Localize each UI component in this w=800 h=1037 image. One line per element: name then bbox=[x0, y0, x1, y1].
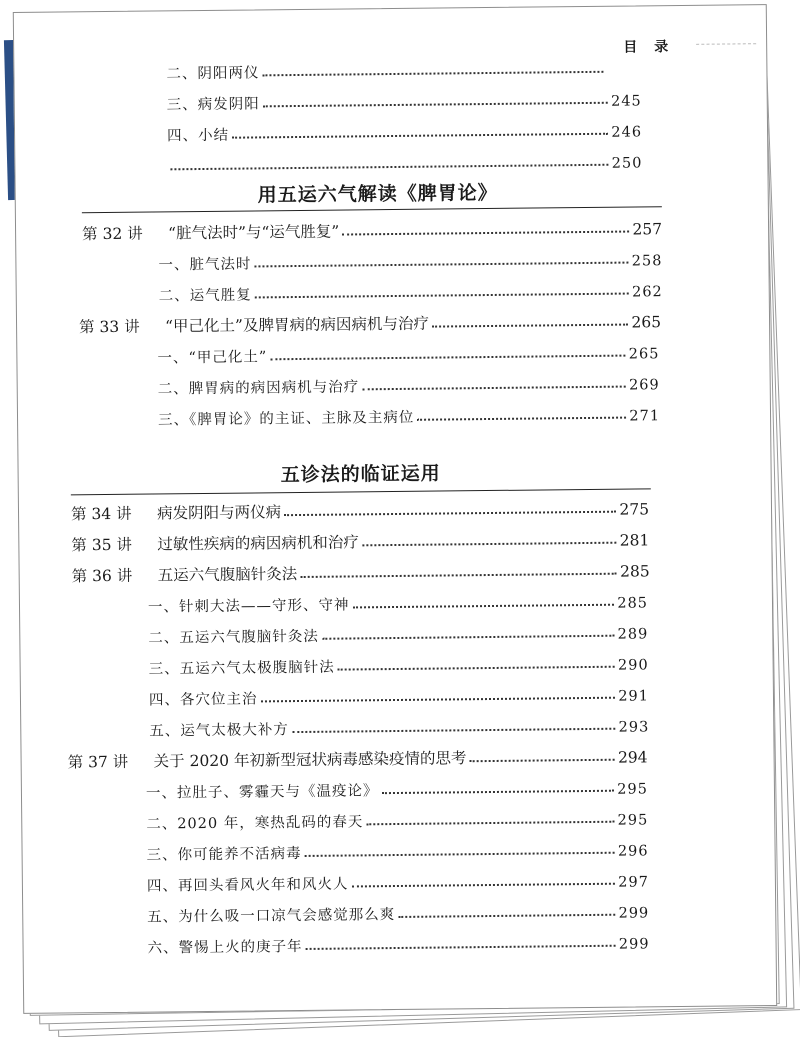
leader-dots bbox=[284, 511, 616, 516]
header-dash bbox=[696, 43, 756, 45]
entry-label: 一、脏气法时 bbox=[158, 252, 251, 274]
section-title: 用五运六气解读《脾胃论》 bbox=[258, 178, 498, 208]
lecture-number: 第 34 讲 bbox=[71, 501, 157, 524]
leader-dots bbox=[305, 852, 615, 857]
leader-dots bbox=[469, 759, 614, 763]
entry-label: 二、脾胃病的病因病机与治疗 bbox=[158, 375, 360, 398]
lecture-title: 病发阴阳与两仪病 bbox=[157, 500, 281, 523]
page-number: 257 bbox=[632, 220, 662, 238]
toc-entry[interactable] bbox=[148, 616, 648, 647]
toc-entry[interactable] bbox=[159, 274, 663, 305]
lecture-number: 第 32 讲 bbox=[82, 221, 168, 244]
lecture-number: 第 37 讲 bbox=[68, 750, 154, 773]
page-number: 294 bbox=[618, 748, 648, 766]
page-number: 265 bbox=[629, 346, 660, 362]
page-number: 291 bbox=[618, 688, 649, 704]
page-number: 295 bbox=[617, 781, 648, 797]
leader-dots bbox=[170, 164, 608, 171]
toc-entry[interactable] bbox=[166, 52, 636, 83]
section-title: 五诊法的临证运用 bbox=[280, 459, 440, 488]
lecture-title: 过敏性疾病的病因病机和治疗 bbox=[157, 530, 359, 554]
lecture-number: 第 36 讲 bbox=[72, 563, 158, 586]
lecture-entry[interactable] bbox=[82, 212, 662, 244]
entry-label: 六、警惕上火的庚子年 bbox=[147, 935, 302, 958]
leader-dots bbox=[270, 355, 625, 361]
lecture-entry[interactable] bbox=[67, 740, 647, 772]
toc-entry[interactable] bbox=[167, 83, 642, 114]
page-number: 299 bbox=[619, 936, 650, 952]
leader-dots bbox=[306, 945, 616, 950]
lecture-title: 五运六气腹脑针灸法 bbox=[158, 562, 298, 585]
entry-label: 五、为什么吸一口凉气会感觉那么爽 bbox=[147, 903, 395, 927]
leader-dots bbox=[260, 697, 615, 703]
page-number: 299 bbox=[618, 905, 649, 921]
leader-dots bbox=[292, 728, 616, 733]
page-number: 281 bbox=[619, 531, 649, 549]
page-number: 285 bbox=[617, 595, 648, 611]
page-number: 296 bbox=[618, 843, 649, 859]
page-number: 290 bbox=[618, 657, 649, 673]
toc-entry[interactable] bbox=[147, 864, 649, 895]
page-number: 297 bbox=[618, 874, 649, 890]
leader-dots bbox=[262, 71, 603, 77]
toc-entry[interactable] bbox=[148, 585, 648, 616]
page-number: 289 bbox=[618, 626, 649, 642]
lecture-title: 关于 2020 年初新型冠状病毒感染疫情的思考 bbox=[154, 746, 467, 771]
lecture-entry[interactable] bbox=[72, 554, 650, 586]
page-number: 250 bbox=[612, 155, 643, 171]
page-number: 285 bbox=[620, 562, 650, 580]
toc-entry[interactable] bbox=[158, 243, 662, 274]
page-number: 258 bbox=[632, 253, 663, 269]
leader-dots bbox=[254, 262, 628, 268]
toc-entry[interactable] bbox=[149, 678, 649, 709]
toc-entry[interactable] bbox=[148, 647, 648, 678]
leader-dots bbox=[353, 604, 615, 609]
toc-entry[interactable] bbox=[146, 771, 648, 802]
toc-entry[interactable] bbox=[167, 145, 642, 176]
toc-entry[interactable] bbox=[157, 336, 659, 367]
lecture-entry[interactable] bbox=[71, 523, 649, 555]
page-number: 275 bbox=[619, 500, 649, 518]
running-head: 目 录 bbox=[623, 36, 674, 57]
toc-entry[interactable] bbox=[167, 114, 642, 145]
leader-dots bbox=[322, 635, 615, 640]
leader-dots bbox=[300, 573, 616, 578]
toc-entry[interactable] bbox=[146, 833, 648, 864]
toc-entry[interactable] bbox=[146, 802, 648, 833]
leader-dots bbox=[342, 231, 629, 236]
page-number: 271 bbox=[629, 408, 660, 424]
lecture-number: 第 33 讲 bbox=[79, 314, 165, 337]
leader-dots bbox=[432, 324, 628, 328]
toc-entry[interactable] bbox=[147, 895, 649, 926]
entry-label: 四、各穴位主治 bbox=[149, 687, 258, 709]
toc-entry[interactable] bbox=[147, 926, 649, 957]
entry-label: 一、“甲己化土” bbox=[157, 345, 267, 367]
toc-entry[interactable] bbox=[158, 367, 660, 398]
entry-label: 一、针刺大法——守形、守神 bbox=[148, 593, 350, 616]
leader-dots bbox=[351, 883, 615, 888]
leader-dots bbox=[263, 102, 608, 108]
lecture-number: 第 35 讲 bbox=[71, 532, 157, 555]
lecture-title: “脏气法时”与“运气胜复” bbox=[168, 220, 339, 244]
page-number: 265 bbox=[631, 313, 661, 331]
leader-dots bbox=[381, 790, 614, 794]
page-number: 245 bbox=[611, 93, 642, 109]
entry-label: 二、阴阳两仪 bbox=[166, 61, 259, 83]
entry-label: 四、再回头看风火年和风火人 bbox=[147, 873, 349, 896]
entry-label: 五、运气太极大补方 bbox=[149, 718, 289, 740]
leader-dots bbox=[362, 542, 616, 547]
entry-label: 二、2020 年，寒热乱码的春天 bbox=[146, 810, 363, 833]
entry-label: 三、五运六气太极腹脑针法 bbox=[149, 656, 335, 679]
leader-dots bbox=[417, 417, 626, 421]
leader-dots bbox=[338, 666, 615, 671]
page-number: 246 bbox=[611, 124, 642, 140]
lecture-entry[interactable] bbox=[71, 492, 649, 524]
leader-dots bbox=[362, 386, 626, 391]
entry-label: 四、小结 bbox=[167, 124, 229, 146]
leader-dots bbox=[232, 133, 608, 139]
page-number: 293 bbox=[619, 719, 650, 735]
lecture-title: “甲己化土”及脾胃病的病因病机与治疗 bbox=[165, 312, 429, 337]
entry-label: 二、运气胜复 bbox=[159, 283, 252, 305]
entry-label: 三、你可能养不活病毒 bbox=[146, 842, 301, 865]
leader-dots bbox=[398, 914, 615, 918]
toc-page bbox=[13, 4, 777, 1014]
lecture-entry[interactable] bbox=[79, 305, 661, 337]
entry-label: 一、拉肚子、雾霾天与《温疫论》 bbox=[146, 779, 379, 802]
toc-entry[interactable] bbox=[149, 709, 649, 740]
page-number: 295 bbox=[618, 812, 649, 828]
page-number: 262 bbox=[632, 284, 663, 300]
toc-entry[interactable] bbox=[158, 398, 660, 429]
entry-label: 三、《脾胃论》的主证、主脉及主病位 bbox=[158, 406, 414, 430]
entry-label: 二、五运六气腹脑针灸法 bbox=[148, 625, 319, 648]
leader-dots bbox=[366, 821, 614, 826]
page-number: 269 bbox=[629, 377, 660, 393]
entry-label: 三、病发阴阳 bbox=[167, 92, 260, 114]
leader-dots bbox=[255, 293, 629, 299]
